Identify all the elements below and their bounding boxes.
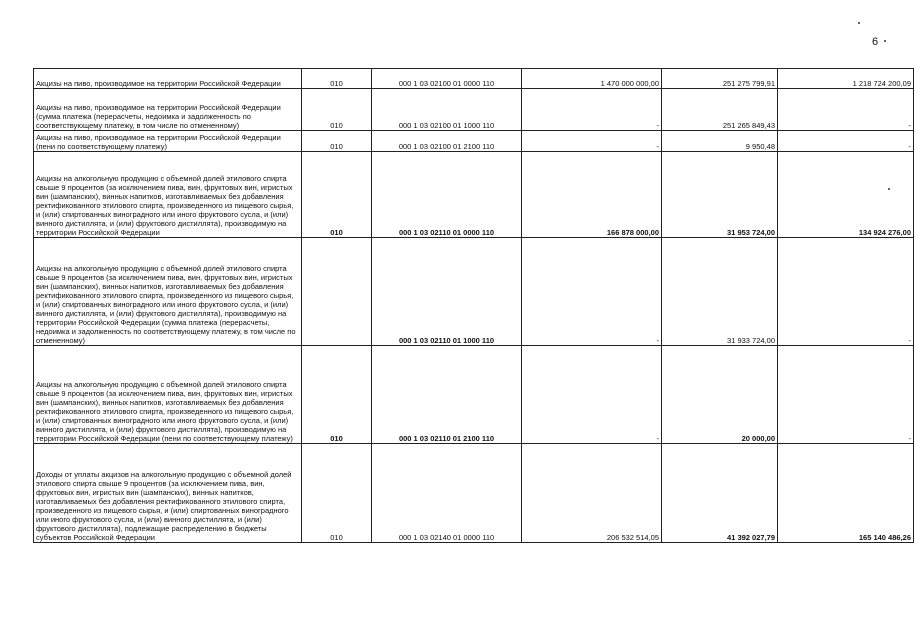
table-row bbox=[34, 131, 914, 152]
row-executed: 31 933 724,00 bbox=[662, 238, 778, 346]
row-name: Акцизы на алкогольную продукцию с объемной долей этилового спирта свыше 9 процентов (за исключением пива, вин, фруктовых вин, игристых вин (шампанских), винных напитков, изготавливаемых без добавления ректификованного этилового спирта, произведенного из пищевого сырья, и (или) спиртованных виноградного или иного фруктового сусла, и (или) винного дистиллята, и (или) фруктового дистиллята), производимую на территории Российской Федерации (сумма платежа (перерасчеты, недоимка и задолженность по соответствующему платежу, в том числе по отмененному) bbox=[34, 238, 302, 346]
row-kbk: 000 1 03 02110 01 0000 110 bbox=[372, 152, 522, 238]
row-approved: - bbox=[522, 346, 662, 444]
row-approved: 1 470 000 000,00 bbox=[522, 69, 662, 89]
table-row bbox=[34, 346, 914, 444]
table-row bbox=[34, 238, 914, 346]
row-code: 010 bbox=[302, 69, 372, 89]
table-row bbox=[34, 444, 914, 543]
table-row bbox=[34, 89, 914, 131]
row-name: Акцизы на пиво, производимое на территории Российской Федерации (пени по соответствующему платежу) bbox=[34, 131, 302, 152]
row-code: 010 bbox=[302, 152, 372, 238]
revenue-table bbox=[33, 68, 914, 543]
row-name: Акцизы на алкогольную продукцию с объемной долей этилового спирта свыше 9 процентов (за исключением пива, вин, фруктовых вин, игристых вин (шампанских), винных напитков, изготавливаемых без добавления ректификованного этилового спирта, произведенного из пищевого сырья, и (или) спиртованных виноградного или иного фруктового сусла, и (или) винного дистиллята, и (или) фруктового дистиллята), производимую на территории Российской Федерации (пени по соответствующему платежу) bbox=[34, 346, 302, 444]
table-row bbox=[34, 69, 914, 89]
row-code bbox=[302, 238, 372, 346]
row-code: 010 bbox=[302, 346, 372, 444]
row-kbk: 000 1 03 02100 01 0000 110 bbox=[372, 69, 522, 89]
row-approved: - bbox=[522, 131, 662, 152]
row-remaining: - bbox=[778, 238, 914, 346]
row-executed: 251 265 849,43 bbox=[662, 89, 778, 131]
row-kbk: 000 1 03 02110 01 1000 110 bbox=[372, 238, 522, 346]
row-name: Акцизы на алкогольную продукцию с объемной долей этилового спирта свыше 9 процентов (за исключением пива, вин, фруктовых вин, игристых вин (шампанских), винных напитков, изготавливаемых без добавления ректификованного этилового спирта, произведенного из пищевого сырья, и (или) спиртованных виноградного или иного фруктового сусла, и (или) винного дистиллята, и (или) фруктового дистиллята), производимую на территории Российской Федерации bbox=[34, 152, 302, 238]
row-approved: 206 532 514,05 bbox=[522, 444, 662, 543]
row-remaining: - bbox=[778, 89, 914, 131]
row-kbk: 000 1 03 02110 01 2100 110 bbox=[372, 346, 522, 444]
row-remaining: 1 218 724 200,09 bbox=[778, 69, 914, 89]
row-executed: 31 953 724,00 bbox=[662, 152, 778, 238]
row-remaining: - bbox=[778, 346, 914, 444]
row-remaining: 165 140 486,26 bbox=[778, 444, 914, 543]
row-name: Доходы от уплаты акцизов на алкогольную продукцию с объемной долей этилового спирта свыше 9 процентов (за исключением пива, вин, фруктовых вин, игристых вин (шампанских), винных напитков, изготавливаемых без добавления ректификованного этилового спирта, произведенного из пищевого сырья, и (или) спиртованных виноградного или иного фруктового сусла, и (или) винного дистиллята, и (или) фруктового дистиллята), подлежащие распределению в бюджеты субъектов Российской Федерации bbox=[34, 444, 302, 543]
row-approved: - bbox=[522, 89, 662, 131]
row-remaining: 134 924 276,00 bbox=[778, 152, 914, 238]
row-kbk: 000 1 03 02140 01 0000 110 bbox=[372, 444, 522, 543]
row-approved: - bbox=[522, 238, 662, 346]
row-kbk: 000 1 03 02100 01 1000 110 bbox=[372, 89, 522, 131]
row-code: 010 bbox=[302, 89, 372, 131]
row-executed: 9 950,48 bbox=[662, 131, 778, 152]
row-remaining: - bbox=[778, 131, 914, 152]
page-number: 6 bbox=[872, 36, 879, 48]
row-executed: 41 392 027,79 bbox=[662, 444, 778, 543]
row-executed: 251 275 799,91 bbox=[662, 69, 778, 89]
scan-speck bbox=[884, 40, 886, 42]
row-approved: 166 878 000,00 bbox=[522, 152, 662, 238]
row-name: Акцизы на пиво, производимое на территории Российской Федерации (сумма платежа (перерасчеты, недоимка и задолженность по соответствующему платежу, в том числе по отмененному) bbox=[34, 89, 302, 131]
scan-speck bbox=[858, 22, 860, 24]
row-executed: 20 000,00 bbox=[662, 346, 778, 444]
row-code: 010 bbox=[302, 444, 372, 543]
row-kbk: 000 1 03 02100 01 2100 110 bbox=[372, 131, 522, 152]
table-row bbox=[34, 152, 914, 238]
row-name: Акцизы на пиво, производимое на территории Российской Федерации bbox=[34, 69, 302, 89]
row-code: 010 bbox=[302, 131, 372, 152]
